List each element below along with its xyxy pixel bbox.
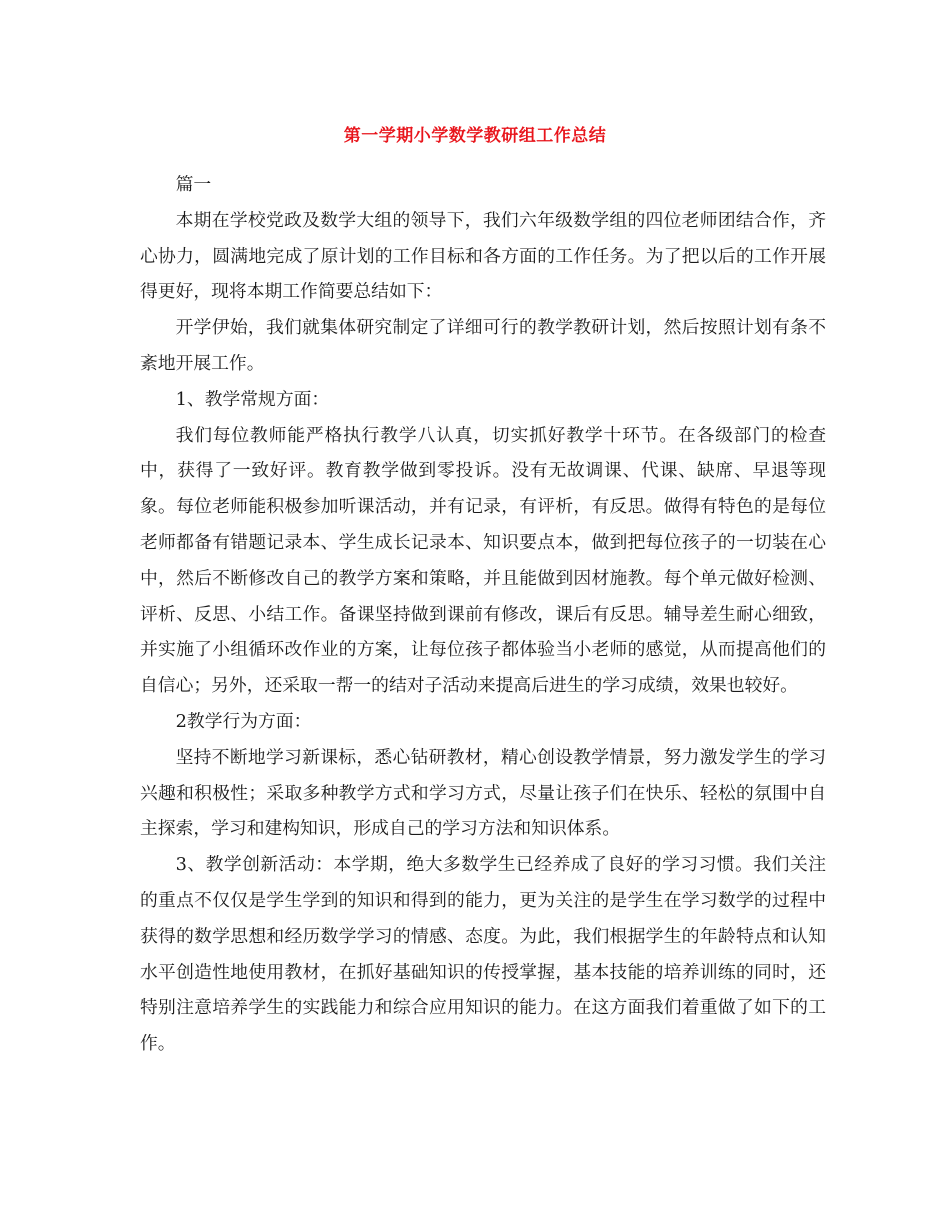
body-paragraph: 开学伊始，我们就集体研究制定了详细可行的教学教研计划，然后按照计划有条不紊地开展工作。 bbox=[140, 317, 826, 374]
document-body bbox=[140, 167, 826, 1062]
document-title: 第一学期小学数学教研组工作总结 bbox=[343, 126, 607, 146]
body-paragraph: 坚持不断地学习新课标，悉心钻研教材，精心创设教学情景，努力激发学生的学习兴趣和积极性；采取多种教学方式和学习方式，尽量让孩子们在快乐、轻松的氛围中自主探索，学习和建构知识，形成自己的学习方法和知识体系。 bbox=[140, 746, 826, 840]
body-paragraph: 本期在学校党政及数学大组的领导下，我们六年级数学组的四位老师团结合作，齐心协力，圆满地完成了原计划的工作目标和各方面的工作任务。为了把以后的工作开展得更好，现将本期工作简要总结如下： bbox=[140, 209, 826, 303]
body-paragraph: 3、教学创新活动：本学期，绝大多数学生已经养成了良好的学习习惯。我们关注的重点不仅仅是学生学到的知识和得到的能力，更为关注的是学生在学习数学的过程中获得的数学思想和经历数学学习的情感、态度。为此，我们根据学生的年龄特点和认知水平创造性地使用教材，在抓好基础知识的传授掌握，基本技能的培养训练的同时，还特别注意培养学生的实践能力和综合应用知识的能力。在这方面我们着重做了如下的工作。 bbox=[140, 854, 826, 1055]
section-heading: 2教学行为方面： bbox=[175, 710, 312, 732]
section-label: 篇一 bbox=[175, 174, 212, 195]
body-paragraph: 我们每位教师能严格执行教学八认真，切实抓好教学十环节。在各级部门的检查中，获得了一致好评。教育教学做到零投诉。没有无故调课、代课、缺席、早退等现象。每位老师能积极参加听课活动，并有记录，有评析，有反思。做得有特色的是每位老师都备有错题记录本、学生成长记录本、知识要点本，做到把每位孩子的一切装在心中，然后不断修改自己的教学方案和策略，并且能做到因材施教。每个单元做好检测、评析、反思、小结工作。备课坚持做到课前有修改，课后有反思。辅导差生耐心细致，并实施了小组循环改作业的方案，让每位孩子都体验当小老师的感觉，从而提高他们的自信心；另外，还采取一帮一的结对子活动来提高后进生的学习成绩，效果也较好。 bbox=[140, 424, 826, 697]
section-heading: 1、教学常规方面： bbox=[175, 388, 330, 410]
